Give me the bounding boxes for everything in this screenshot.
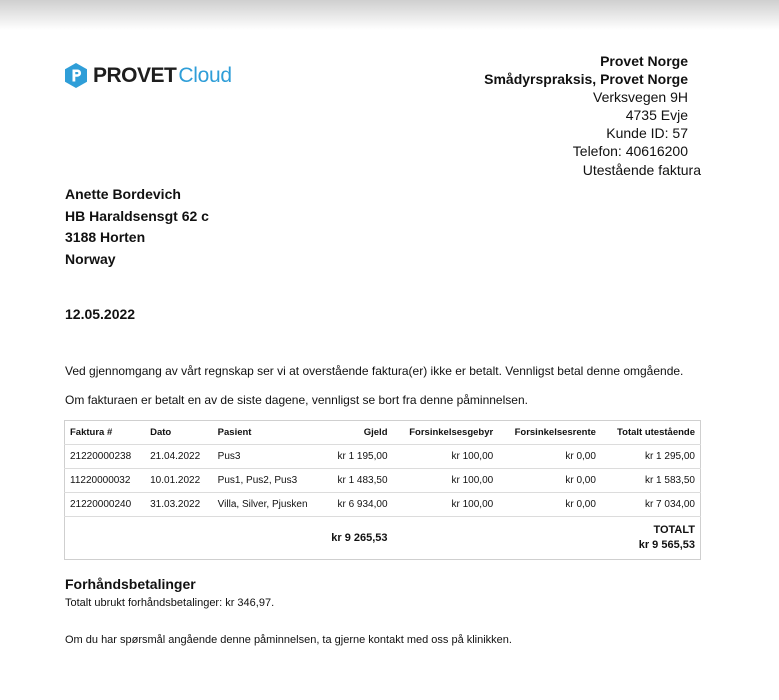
prepayments-title: Forhåndsbetalinger — [65, 576, 196, 592]
sender-phone: Telefon: 40616200 — [572, 143, 688, 159]
grand-total-label: TOTALT — [653, 524, 695, 536]
col-header-late-fee: Forsinkelsesgebyr — [393, 421, 499, 445]
sender-practice: Smådyrspraksis, Provet Norge — [484, 71, 688, 87]
document-type: Utestående faktura — [582, 162, 701, 178]
cell-total-outstanding: kr 7 034,00 — [601, 493, 701, 517]
cell-invoice: 21220000238 — [65, 445, 146, 469]
cell-late-fee: kr 100,00 — [393, 493, 499, 517]
table-row — [65, 445, 701, 469]
sender-customer-id: Kunde ID: 57 — [606, 125, 688, 141]
cell-date: 31.03.2022 — [145, 493, 213, 517]
sender-city: 4735 Evje — [625, 107, 688, 123]
provet-logo-icon — [65, 63, 87, 88]
col-header-total-outstanding: Totalt utestående — [601, 421, 701, 445]
cell-late-interest: kr 0,00 — [498, 445, 601, 469]
total-spacer — [498, 517, 601, 560]
logo-product-text: Cloud — [178, 63, 232, 87]
col-header-invoice: Faktura # — [65, 421, 146, 445]
cell-debt: kr 1 195,00 — [325, 445, 393, 469]
cell-total-outstanding: kr 1 295,00 — [601, 445, 701, 469]
cell-date: 10.01.2022 — [145, 469, 213, 493]
prepayments-text: Totalt ubrukt forhåndsbetalinger: kr 346,97. — [65, 597, 275, 609]
cell-invoice: 11220000032 — [65, 469, 146, 493]
disregard-paragraph: Om fakturaen er betalt en av de siste dagene, vennligst se bort fra denne påminnelsen. — [65, 393, 528, 407]
recipient-city: 3188 Horten — [65, 229, 146, 245]
cell-total-outstanding: kr 1 583,50 — [601, 469, 701, 493]
cell-debt: kr 6 934,00 — [325, 493, 393, 517]
cell-patient: Pus3 — [213, 445, 325, 469]
cell-patient: Villa, Silver, Pjusken — [213, 493, 325, 517]
sender-name: Provet Norge — [600, 53, 688, 69]
recipient-address — [65, 184, 209, 270]
cell-patient: Pus1, Pus2, Pus3 — [213, 469, 325, 493]
provet-cloud-logo — [65, 63, 232, 88]
recipient-country: Norway — [65, 250, 116, 267]
col-header-debt: Gjeld — [325, 421, 393, 445]
invoice-table — [64, 420, 701, 560]
table-total-row — [65, 517, 701, 560]
recipient-street: HB Haraldsensgt 62 c — [65, 207, 209, 224]
cell-debt: kr 1 483,50 — [325, 469, 393, 493]
logo-brand-text: PROVET — [93, 63, 177, 87]
cell-late-fee: kr 100,00 — [393, 469, 499, 493]
sender-address — [484, 52, 688, 160]
document-date: 12.05.2022 — [65, 306, 136, 322]
col-header-patient: Pasient — [213, 421, 325, 445]
table-header-row — [65, 421, 701, 445]
sender-street: Verksvegen 9H — [593, 89, 688, 105]
grand-total — [601, 517, 701, 560]
cell-late-interest: kr 0,00 — [498, 469, 601, 493]
cell-invoice: 21220000240 — [65, 493, 146, 517]
sum-debt: kr 9 265,53 — [331, 532, 388, 544]
cell-date: 21.04.2022 — [145, 445, 213, 469]
col-header-date: Dato — [145, 421, 213, 445]
cell-late-interest: kr 0,00 — [498, 493, 601, 517]
table-row — [65, 469, 701, 493]
col-header-late-interest: Forsinkelsesrente — [498, 421, 601, 445]
reminder-paragraph: Ved gjennomgang av vårt regnskap ser vi at overstående faktura(er) ikke er betalt. Vennligst betal denne omgående. — [65, 364, 684, 378]
total-spacer — [393, 517, 499, 560]
grand-total-value: kr 9 565,53 — [638, 539, 695, 551]
closing-paragraph: Om du har spørsmål angående denne påminnelsen, ta gjerne kontakt med oss på klinikken. — [65, 634, 512, 646]
page-top-shadow — [0, 0, 779, 30]
recipient-name: Anette Bordevich — [65, 186, 181, 202]
table-row — [65, 493, 701, 517]
cell-late-fee: kr 100,00 — [393, 445, 499, 469]
